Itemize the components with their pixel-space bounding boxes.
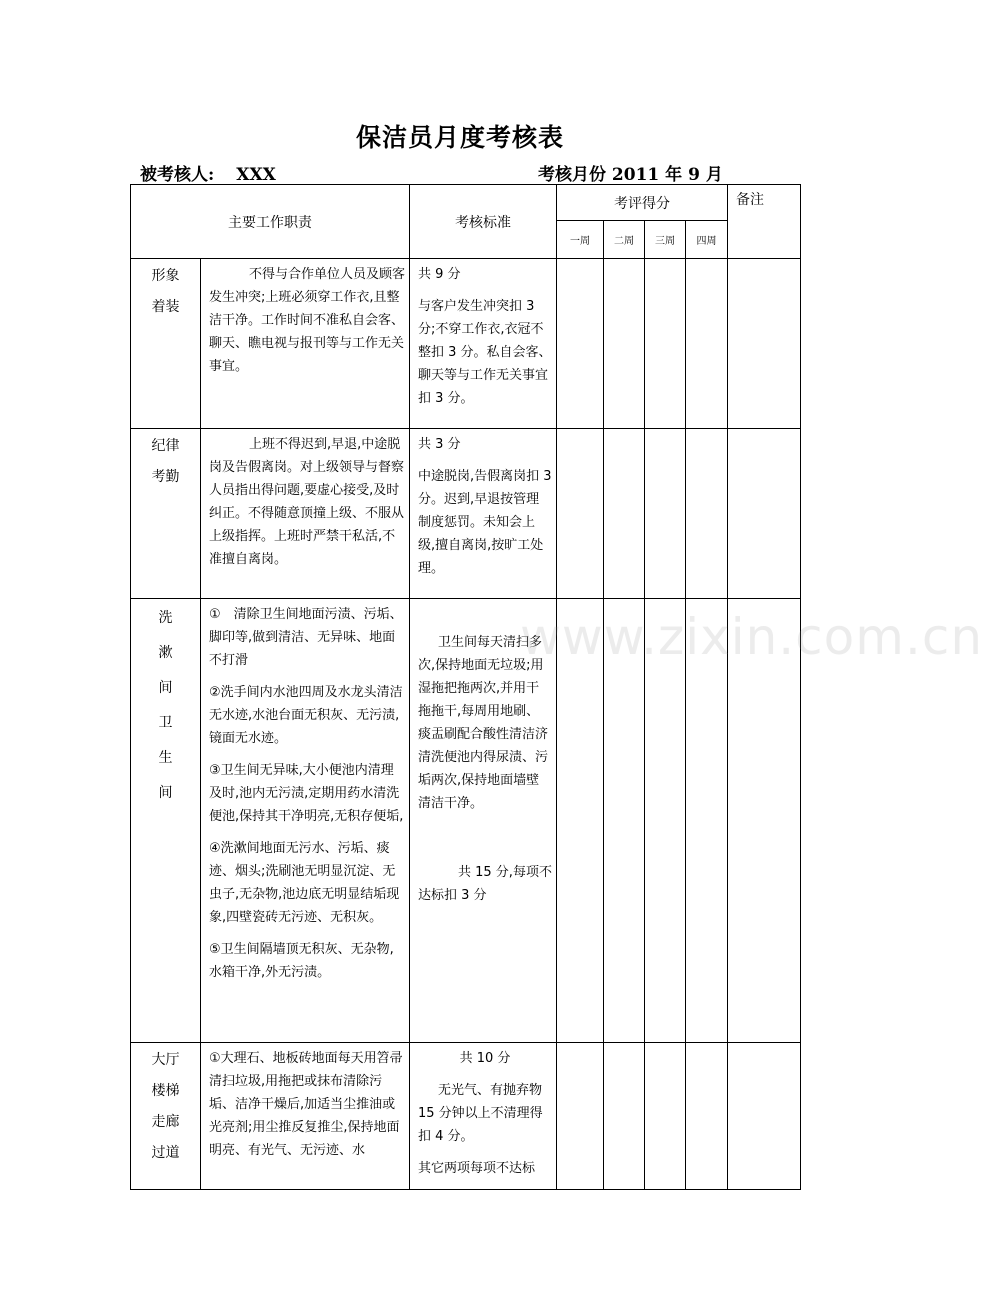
standard-cell (410, 429, 557, 599)
header-duties: 主要工作职责 (131, 185, 410, 259)
category-cell (131, 429, 201, 599)
duty-cell (201, 599, 410, 1043)
duty-item: ④洗漱间地面无污水、污垢、痰迹、烟头;洗刷池无明显沉淀、无虫子,无杂物,池边底无明显结垢现象,四壁瓷砖无污迹、无积灰。 (209, 841, 400, 925)
table-row (131, 429, 801, 599)
category-cell (131, 599, 201, 1043)
category-label: 间 (158, 680, 173, 696)
category-label: 形象 (151, 268, 180, 284)
assessment-month: 考核月份 2011 年 9 月 (538, 165, 723, 185)
standard-total: 共 10 分 (459, 1051, 511, 1066)
remarks-cell[interactable] (728, 429, 801, 599)
standard-text: 与客户发生冲突扣 3 分;不穿工作衣,衣冠不整扣 3 分。私自会客、聊天等与工作无关事宜扣 3 分。 (418, 299, 552, 406)
header-row (131, 185, 801, 221)
duty-text: 上班不得迟到,早退,中途脱岗及告假离岗。对上级领导与督察人员指出得问题,要虚心接受,及时纠正。不得随意顶撞上级、不服从上级指挥。上班时严禁干私活,不准擅自离岗。 (209, 437, 405, 567)
table-row (131, 1043, 801, 1190)
duty-cell (201, 1043, 410, 1190)
category-cell (131, 1043, 201, 1190)
category-cell (131, 259, 201, 429)
standard-text: 其它两项每项不达标 (418, 1161, 536, 1176)
category-label: 生 (158, 750, 173, 766)
duty-item: ③卫生间无异味,大小便池内清理及时,池内无污渍,定期用药水清洗便池,保持其干净明亮,无积存便垢, (209, 763, 404, 824)
score-week-2-cell[interactable] (604, 599, 645, 1043)
remarks-cell[interactable] (728, 259, 801, 429)
standard-cell (410, 259, 557, 429)
remarks-cell[interactable] (728, 599, 801, 1043)
score-week-3-cell[interactable] (645, 429, 686, 599)
category-label: 考勤 (151, 469, 180, 485)
standard-cell (410, 599, 557, 1043)
score-week-1-cell[interactable] (557, 259, 604, 429)
category-label: 着装 (151, 299, 180, 315)
assessee-line (140, 160, 276, 185)
category-label: 大厅 (151, 1052, 180, 1068)
score-week-2-cell[interactable] (604, 429, 645, 599)
category-label: 漱 (158, 645, 173, 661)
document-title: 保洁员月度考核表 (355, 123, 564, 152)
assessment-table (130, 184, 801, 1190)
duty-cell (201, 429, 410, 599)
duty-text: ①大理石、地板砖地面每天用笤帚清扫垃圾,用拖把或抹布清除污垢、洁净干燥后,加适当尘推油或光亮剂;用尘推反复推尘,保持地面明亮、有光气、无污迹、水 (209, 1051, 403, 1158)
standard-cell (410, 1043, 557, 1190)
header-standard: 考核标准 (410, 185, 557, 259)
duty-item: ⑤卫生间隔墙顶无积灰、无杂物,水箱干净,外无污渍。 (209, 942, 394, 980)
header-score: 考评得分 (557, 185, 728, 221)
assessee-label: 被考核人: (140, 165, 215, 185)
score-week-3-cell[interactable] (645, 259, 686, 429)
score-week-1-cell[interactable] (557, 599, 604, 1043)
watermark: www.zixin.com.cn (520, 608, 983, 666)
standard-total: 共 15 分,每项不达标扣 3 分 (418, 865, 552, 903)
duty-item: ②洗手间内水池四周及水龙头清洁无水迹,水池台面无积灰、无污渍,镜面无水迹。 (209, 685, 403, 746)
standard-text: 无光气、有抛弃物 15 分钟以上不清理得扣 4 分。 (418, 1083, 543, 1144)
standard-total: 共 9 分 (418, 267, 461, 282)
standard-text: 中途脱岗,告假离岗扣 3 分。迟到,早退按管理制度惩罚。未知会上级,擅自离岗,按旷工处理。 (418, 469, 552, 576)
category-label: 楼梯 (151, 1083, 180, 1099)
score-week-1-cell[interactable] (557, 429, 604, 599)
remarks-cell[interactable] (728, 1043, 801, 1190)
header-week-3: 三周 (645, 221, 686, 259)
score-week-3-cell[interactable] (645, 1043, 686, 1190)
duty-cell (201, 259, 410, 429)
header-week-2: 二周 (604, 221, 645, 259)
standard-total: 共 3 分 (418, 437, 461, 452)
duty-item: ① 清除卫生间地面污渍、污垢、脚印等,做到清洁、无异味、地面不打滑 (209, 607, 403, 668)
category-label: 间 (158, 785, 173, 801)
score-week-4-cell[interactable] (686, 429, 728, 599)
table-row (131, 599, 801, 1043)
table-row (131, 259, 801, 429)
score-week-4-cell[interactable] (686, 599, 728, 1043)
score-week-4-cell[interactable] (686, 1043, 728, 1190)
category-label: 过道 (151, 1145, 180, 1161)
header-week-4: 四周 (686, 221, 728, 259)
standard-text: 卫生间每天清扫多次,保持地面无垃圾;用湿拖把拖两次,并用干拖拖干,每周用地刷、痰盂刷配合酸性清洁济清洗便池内得尿渍、污垢两次,保持地面墙壁清洁干净。 (418, 635, 549, 811)
score-week-1-cell[interactable] (557, 1043, 604, 1190)
header-week-1: 一周 (557, 221, 604, 259)
header-remarks: 备注 (728, 185, 801, 259)
score-week-2-cell[interactable] (604, 1043, 645, 1190)
duty-text: 不得与合作单位人员及顾客发生冲突;上班必须穿工作衣,且整洁干净。工作时间不准私自会客、聊天、瞧电视与报刊等与工作无关事宜。 (209, 267, 406, 374)
score-week-2-cell[interactable] (604, 259, 645, 429)
category-label: 纪律 (151, 438, 180, 454)
category-label: 洗 (158, 610, 173, 626)
category-label: 卫 (158, 715, 173, 731)
category-label: 走廊 (151, 1114, 180, 1130)
assessee-name: XXX (236, 165, 276, 185)
score-week-3-cell[interactable] (645, 599, 686, 1043)
score-week-4-cell[interactable] (686, 259, 728, 429)
